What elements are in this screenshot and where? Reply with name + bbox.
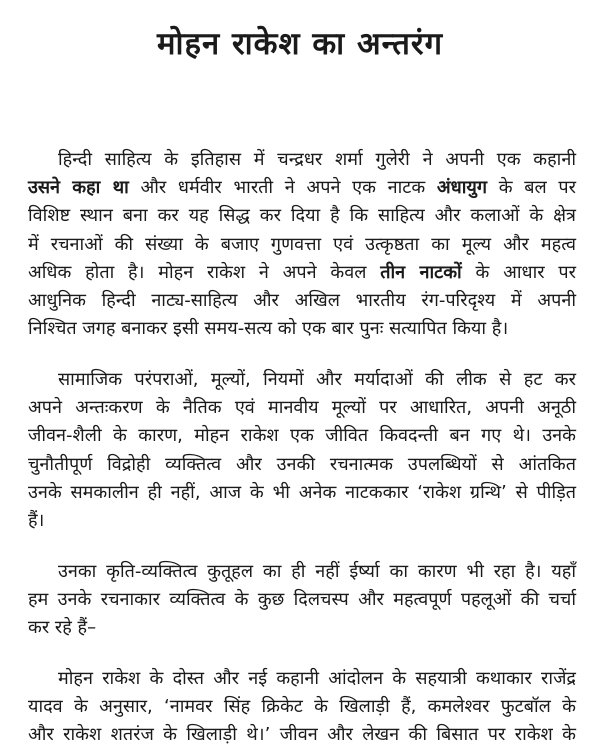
text-segment: उनके समकालीन ही नहीं, आज के भी अनेक नाटककार ‘राकेश ग्रन्थि’ से पीड़ित <box>28 481 576 503</box>
text-line <box>58 147 576 173</box>
text-segment: सामाजिक परंपराओं, मूल्यों, नियमों और मर्यादाओं की लीक से हट कर <box>58 369 576 390</box>
text-segment: यादव के अनुसार, ‘नामवर सिंह क्रिकेट के खिलाड़ी हैं, कमलेश्वर फुटबॉल के <box>28 696 576 718</box>
text-line <box>28 288 576 314</box>
text-segment: अधिक होता है। मोहन राकेश ने अपने केवल <box>28 261 381 283</box>
text-segment: हिन्दी साहित्य के इतिहास में चन्द्रधर शर्मा गुलेरी ने अपनी एक कहानी <box>58 149 576 170</box>
text-line <box>28 615 576 641</box>
text-segment: अपने अन्तःकरण के नैतिक एवं मानवीय मूल्यों पर आधारित, अपनी अनूठी <box>28 397 576 419</box>
text-segment: के बल पर <box>486 177 576 199</box>
text-line <box>28 203 576 229</box>
text-line <box>28 508 576 534</box>
text-segment: निश्चित जगह बनाकर इसी समय-सत्य को एक बार पुनः सत्यापित किया है। <box>28 318 509 340</box>
text-segment: विशिष्ट स्थान बना कर यह सिद्ध कर दिया है कि साहित्य और कलाओं के क्षेत्र <box>28 205 576 227</box>
text-segment: जीवन-शैली के कारण, मोहन राकेश एक जीवित किवदन्ती बन गए थे। उनके <box>28 425 576 447</box>
text-segment: हैं। <box>28 510 45 531</box>
text-line <box>58 559 576 585</box>
text-line <box>28 423 576 449</box>
text-line <box>58 666 576 692</box>
text-segment: और राकेश शतरंज के खिलाड़ी थे।’ जीवन और लेखन की बिसात पर राकेश के <box>28 724 576 746</box>
text-line <box>58 367 576 393</box>
text-line <box>28 452 576 478</box>
text-line <box>28 722 576 748</box>
text-segment: हम उनके रचनाकार व्यक्तित्व के कुछ दिलचस्प और महत्वपूर्ण पहलूओं की चर्चा <box>28 589 576 611</box>
text-segment: और धर्मवीर भारती ने अपने एक नाटक <box>128 177 437 199</box>
text-segment: में रचनाओं की संख्या के बजाए गुणवत्ता एवं उत्कृष्ठता का मूल्य और महत्व <box>28 233 576 255</box>
text-line <box>28 395 576 421</box>
text-segment: चुनौतीपूर्ण विद्रोही व्यक्तित्व और उनकी रचनात्मक उपलब्धियों से आंतकित <box>28 453 576 475</box>
text-segment: कर रहे हैं– <box>28 617 97 639</box>
text-line <box>28 232 576 258</box>
text-line <box>28 694 576 720</box>
text-line <box>28 480 576 506</box>
page-title: मोहन राकेश का अन्तरंग <box>156 26 444 62</box>
bold-title-text: अंधायुग <box>436 177 487 199</box>
text-line <box>28 316 576 342</box>
text-line <box>28 587 576 613</box>
text-line <box>28 260 576 286</box>
text-segment: आधुनिक हिन्दी नाट्य-साहित्य और अखिल भारतीय रंग-परिदृश्य में अपनी <box>28 290 576 311</box>
bold-title-text: उसने कहा था <box>28 177 129 199</box>
text-segment: मोहन राकेश के दोस्त और नई कहानी आंदोलन के सहयात्री कथाकार राजेंद्र <box>58 668 576 689</box>
text-line <box>28 175 576 201</box>
bold-title-text: तीन नाटकों <box>380 261 462 283</box>
text-segment: उनका कृति-व्यक्तित्व कुतूहल का ही नहीं ईर्ष्या का कारण भी रहा है। यहाँ <box>58 561 576 582</box>
text-segment: के आधार पर <box>461 261 577 283</box>
